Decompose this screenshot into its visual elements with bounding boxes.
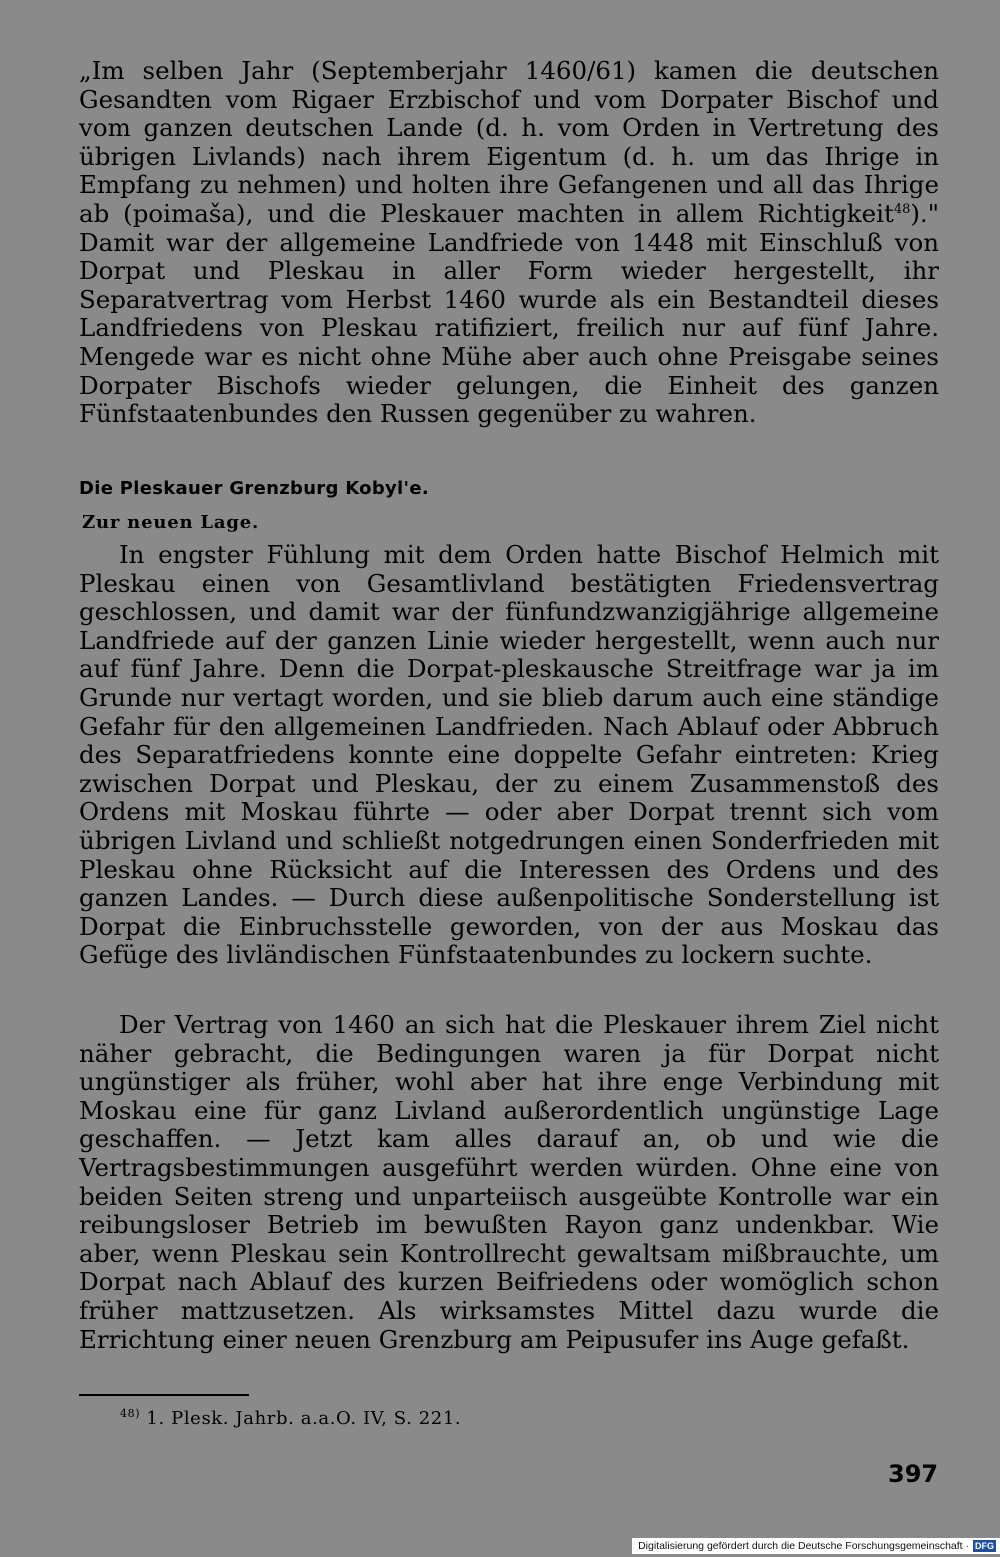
footnote	[120, 1408, 461, 1429]
paragraph-1-text-continued: )." Damit war der allgemeine Landfriede von 1448 mit Einschluß von Dorpat und Pleskau in aller Form wieder hergestellt, ihr Separatvertrag vom Herbst 1460 wurde als ein Bestandteil dieses Landfriedens von Pleskau ratifiziert, freilich nur auf fünf Jahre. Mengede war es nicht ohne Mühe aber auch ohne Preisgabe seines Dorpater Bischofs wieder gelungen, die Einheit des ganzen Fünfstaatenbundes den Russen gegenüber zu wahren.	[79, 198, 939, 429]
dfg-logo-icon: DFG	[975, 1541, 994, 1551]
paragraph-1-block	[79, 57, 939, 429]
paragraph-1-text: „Im selben Jahr (Septemberjahr 1460/61) kamen die deutschen Gesandten vom Rigaer Erzbischof und vom Dorpater Bischof und vom ganzen deutschen Lande (d. h. vom Orden in Vertretung des übrigen Livlands) nach ihrem Eigentum (d. h. um das Ihrige in Empfang zu nehmen) und holten ihre Gefangenen und all das Ihrige ab (poimaša), und die Pleskauer machten in allem Richtigkeit	[79, 56, 939, 228]
credit-text: Digitalisierung gefördert durch die Deutsche Forschungsgemeinschaft ·	[638, 1540, 969, 1552]
section-heading: Die Pleskauer Grenzburg Kobyl'e.	[79, 478, 429, 499]
page-number: 397	[888, 1460, 939, 1488]
footnote-divider	[79, 1394, 249, 1396]
paragraph-3: Der Vertrag von 1460 an sich hat die Pleskauer ihrem Ziel nicht näher gebracht, die Bedingungen waren ja für Dorpat nicht ungünstiger als früher, wohl aber hat ihre enge Verbindung mit Moskau eine für ganz Livland außerordentlich ungünstige Lage geschaffen. — Jetzt kam alles darauf an, ob und wie die Vertragsbestimmungen ausgeführt werden würden. Ohne eine von beiden Seiten streng und unparteiisch ausgeübte Kontrolle war ein reibungsloser Betrieb im bewußten Rayon ganz undenkbar. Wie aber, wenn Pleskau sein Kontrollrecht gewaltsam mißbrauchte, um Dorpat nach Ablauf des kurzen Beifriedens oder womöglich schon früher mattzusetzen. Als wirksamstes Mittel dazu wurde die Errichtung einer neuen Grenzburg am Peipusufer ins Auge gefaßt.	[79, 1010, 939, 1354]
paragraph-2: In engster Fühlung mit dem Orden hatte Bischof Helmich mit Pleskau einen von Gesamtlivland bestätigten Friedensvertrag geschlossen, und damit war der fünfundzwanzigjährige allgemeine Landfriede auf der ganzen Linie wieder hergestellt, wenn auch nur auf fünf Jahre. Denn die Dorpat-pleskausche Streitfrage war ja im Grunde nur vertagt worden, und sie blieb darum auch eine ständige Gefahr für den allgemeinen Landfrieden. Nach Ablauf oder Abbruch des Separatfriedens konnte eine doppelte Gefahr eintreten: Krieg zwischen Dorpat und Pleskau, der zu einem Zusammenstoß des Ordens mit Moskau führte — oder aber Dorpat trennt sich vom übrigen Livland und schließt notgedrungen einen Sonderfrieden mit Pleskau ohne Rücksicht auf die Interessen des Ordens und des ganzen Landes. — Durch diese außenpolitische Sonderstellung ist Dorpat die Einbruchsstelle geworden, von der aus Moskau das Gefüge des livländischen Fünfstaatenbundes zu lockern suchte.	[79, 540, 939, 970]
section-subheading: Zur neuen Lage.	[82, 512, 260, 533]
digitization-credit	[632, 1538, 1000, 1554]
paragraph-3-block	[79, 1011, 939, 1354]
footnote-text: 1. Plesk. Jahrb. a.a.O. IV, S. 221.	[146, 1408, 462, 1429]
paragraph-2-block	[79, 541, 939, 970]
paragraph-1	[79, 57, 939, 429]
footnote-reference[interactable]: 48	[893, 201, 911, 217]
footnote-marker: 48)	[120, 1407, 141, 1420]
